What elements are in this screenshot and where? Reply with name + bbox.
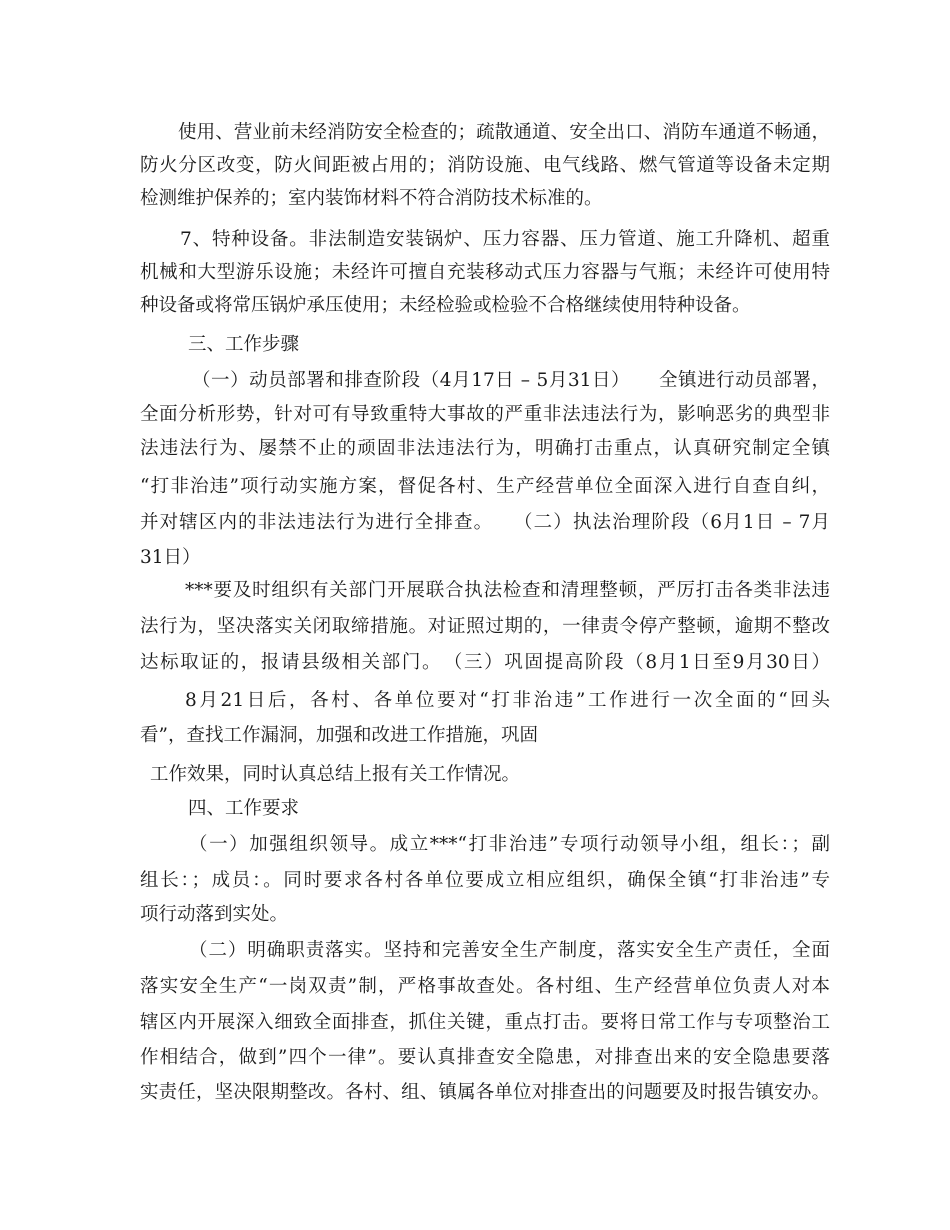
text-line: 全面分析形势，针对可有导致重特大事故的严重非法违法行为，影响恶劣的典型非	[140, 404, 830, 425]
text-line: 工作效果，同时认真总结上报有关工作情况。	[150, 764, 521, 785]
text-line: ***要及时组织有关部门开展联合执法检查和清理整顿，严厉打击各类非法违	[185, 580, 830, 601]
text-line: 种设备或将常压锅炉承压使用；未经检验或检验不合格继续使用特种设备。	[140, 295, 751, 316]
text-line: 7、特种设备。非法制造安装锅炉、压力容器、压力管道、施工升降机、超重	[180, 229, 830, 250]
text-line: “打非治违”项行动实施方案，督促各村、生产经营单位全面深入进行自查自纠，	[140, 476, 830, 497]
text-line: （一）动员部署和排查阶段（4月17日 – 5月31日） 全镇进行动员部署，	[192, 370, 830, 391]
text-line: 落实安全生产“一岗双责”制，严格事故查处。各村组、生产经营单位负责人对本	[140, 976, 830, 997]
text-line: 项行动落到实处。	[140, 904, 289, 925]
text-line: 作相结合，做到”四个一律”。要认真排查安全隐患，对排查出来的安全隐患要落	[140, 1047, 830, 1068]
text-line: 看”，查找工作漏洞，加强和改进工作措施，巩固	[140, 725, 538, 746]
text-line: 检测维护保养的；室内装饰材料不符合消防技术标准的。	[140, 188, 603, 209]
text-line: 使用、营业前未经消防安全检查的；疏散通道、安全出口、消防车通道不畅通，	[178, 122, 830, 143]
text-line: 组长：；成员：。同时要求各村各单位要成立相应组织，确保全镇“打非治违”专	[140, 870, 830, 891]
text-line: 法行为，坚决落实关闭取缔措施。对证照过期的，一律责令停产整顿，逾期不整改	[140, 616, 830, 637]
text-line: 8月21日后，各村、各单位要对“打非治违”工作进行一次全面的“回头	[185, 690, 830, 711]
text-line: 31日）	[140, 547, 201, 568]
section-heading: 四、工作要求	[188, 798, 300, 819]
text-line: 实责任，坚决限期整改。各村、组、镇属各单位对排查出的问题要及时报告镇安办。	[140, 1082, 830, 1103]
text-line: 机械和大型游乐设施；未经许可擅自充装移动式压力容器与气瓶；未经许可使用特	[140, 262, 830, 283]
text-line: 辖区内开展深入细致全面排查，抓住关键，重点打击。要将日常工作与专项整治工	[140, 1012, 830, 1033]
text-line: 防火分区改变，防火间距被占用的；消防设施、电气线路、燃气管道等设备未定期	[140, 155, 830, 176]
text-line: （一）加强组织领导。成立***“打非治违”专项行动领导小组，组长：；副	[189, 834, 830, 855]
text-line: 达标取证的，报请县级相关部门。 （三）巩固提高阶段（8月1日至9月30日）	[140, 652, 830, 673]
text-line: （二）明确职责落实。坚持和完善安全生产制度，落实安全生产责任，全面	[189, 940, 830, 961]
text-line: 法违法行为、屡禁不止的顽固非法违法行为，明确打击重点，认真研究制定全镇	[140, 438, 830, 459]
section-heading: 三、工作步骤	[188, 334, 300, 355]
text-line: 并对辖区内的非法违法行为进行全排查。 （二）执法治理阶段（6月1日 – 7月	[140, 512, 830, 533]
